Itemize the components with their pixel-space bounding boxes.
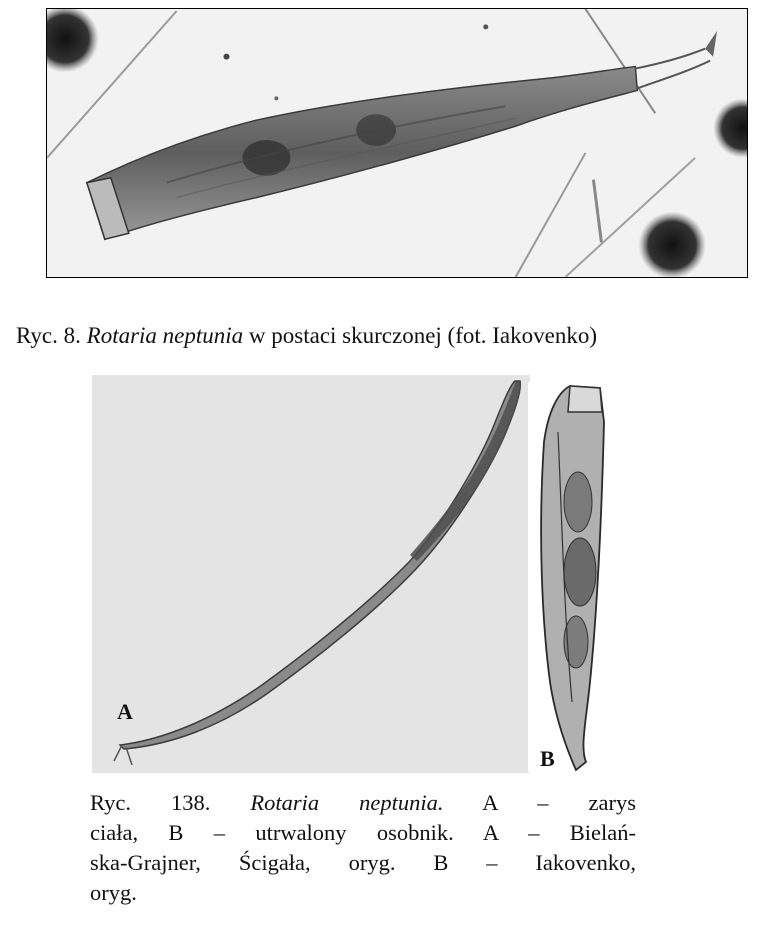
panel-b-fixed-specimen xyxy=(528,382,606,772)
figure-138-caption-line-3: ska-Grajner, Ścigała, oryg. B – Iakovenko, xyxy=(90,850,636,875)
panel-a-body-outline xyxy=(92,375,530,773)
panel-a-drawing xyxy=(92,375,530,773)
figure-138-caption xyxy=(90,788,636,908)
figure-8-caption xyxy=(16,322,774,350)
panel-b-label: B xyxy=(540,746,555,771)
figure-8-description: w postaci skurczonej (fot. Iakovenko) xyxy=(248,323,597,348)
panel-b-drawing xyxy=(528,382,606,772)
figure-138-caption-line-2: ciała, B – utrwalony osobnik. A – Bielań- xyxy=(90,820,636,845)
figure-138-caption-line-1 xyxy=(90,788,636,818)
figure-138-line1-rest: A – zarys xyxy=(482,790,637,815)
micrograph-drawing xyxy=(47,9,747,277)
figure-138-caption-line-4: oryg. xyxy=(90,880,137,905)
figure-8-species: Rotaria neptunia xyxy=(86,323,244,348)
figure-8-number: Ryc. 8. xyxy=(16,323,81,348)
figure-138-number: Ryc. 138. xyxy=(90,790,211,815)
figure-138-species: Rotaria neptunia. xyxy=(250,790,444,815)
micrograph-contracted-rotifer xyxy=(46,8,748,278)
panel-a-label: A xyxy=(117,699,133,724)
